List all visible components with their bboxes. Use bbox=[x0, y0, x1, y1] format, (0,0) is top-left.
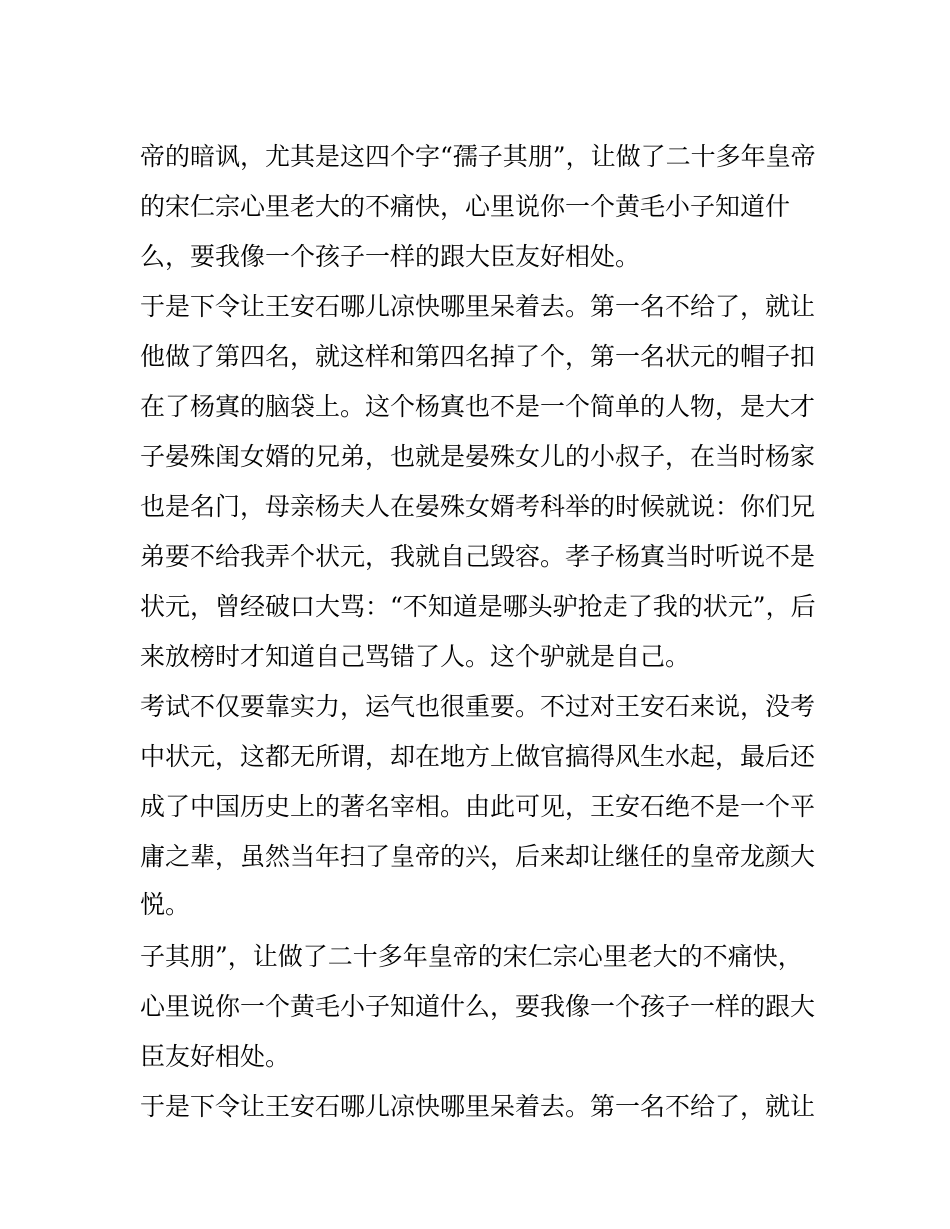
text-line-18: 心里说你一个黄毛小子知道什么，要我像一个孩子一样的跟大 bbox=[140, 992, 816, 1021]
text-line-7: 子晏殊闺女婿的兄弟，也就是晏殊女儿的小叔子，在当时杨家 bbox=[140, 442, 816, 471]
text-line-12: 考试不仅要靠实力，运气也很重要。不过对王安石来说，没考 bbox=[140, 692, 816, 721]
text-line-16: 悦。 bbox=[140, 890, 191, 919]
text-line-4: 于是下令让王安石哪儿凉快哪里呆着去。第一名不给了，就让 bbox=[140, 292, 816, 321]
text-line-1: 帝的暗讽，尤其是这四个字“孺子其朋”，让做了二十多年皇帝 bbox=[140, 142, 816, 171]
text-line-17: 子其朋”，让做了二十多年皇帝的宋仁宗心里老大的不痛快， bbox=[140, 942, 803, 971]
text-line-5: 他做了第四名，就这样和第四名掉了个，第一名状元的帽子扣 bbox=[140, 342, 816, 371]
text-line-11: 来放榜时才知道自己骂错了人。这个驴就是自己。 bbox=[140, 642, 691, 671]
text-line-13: 中状元，这都无所谓，却在地方上做官搞得风生水起，最后还 bbox=[140, 742, 816, 771]
text-line-8: 也是名门，母亲杨夫人在晏殊女婿考科举的时候就说：你们兄 bbox=[140, 492, 816, 521]
text-line-15: 庸之辈，虽然当年扫了皇帝的兴，后来却让继任的皇帝龙颜大 bbox=[140, 842, 816, 871]
text-line-3: 么，要我像一个孩子一样的跟大臣友好相处。 bbox=[140, 242, 641, 271]
text-line-14: 成了中国历史上的著名宰相。由此可见，王安石绝不是一个平 bbox=[140, 792, 816, 821]
text-line-9: 弟要不给我弄个状元，我就自己毁容。孝子杨寘当时听说不是 bbox=[140, 542, 816, 571]
text-line-2: 的宋仁宗心里老大的不痛快，心里说你一个黄毛小子知道什 bbox=[140, 192, 791, 221]
text-line-10: 状元，曾经破口大骂：“不知道是哪头驴抢走了我的状元”，后 bbox=[140, 592, 816, 621]
text-line-6: 在了杨寘的脑袋上。这个杨寘也不是一个简单的人物，是大才 bbox=[140, 392, 816, 421]
text-line-20: 于是下令让王安石哪儿凉快哪里呆着去。第一名不给了，就让 bbox=[140, 1092, 816, 1121]
text-line-19: 臣友好相处。 bbox=[140, 1042, 291, 1071]
